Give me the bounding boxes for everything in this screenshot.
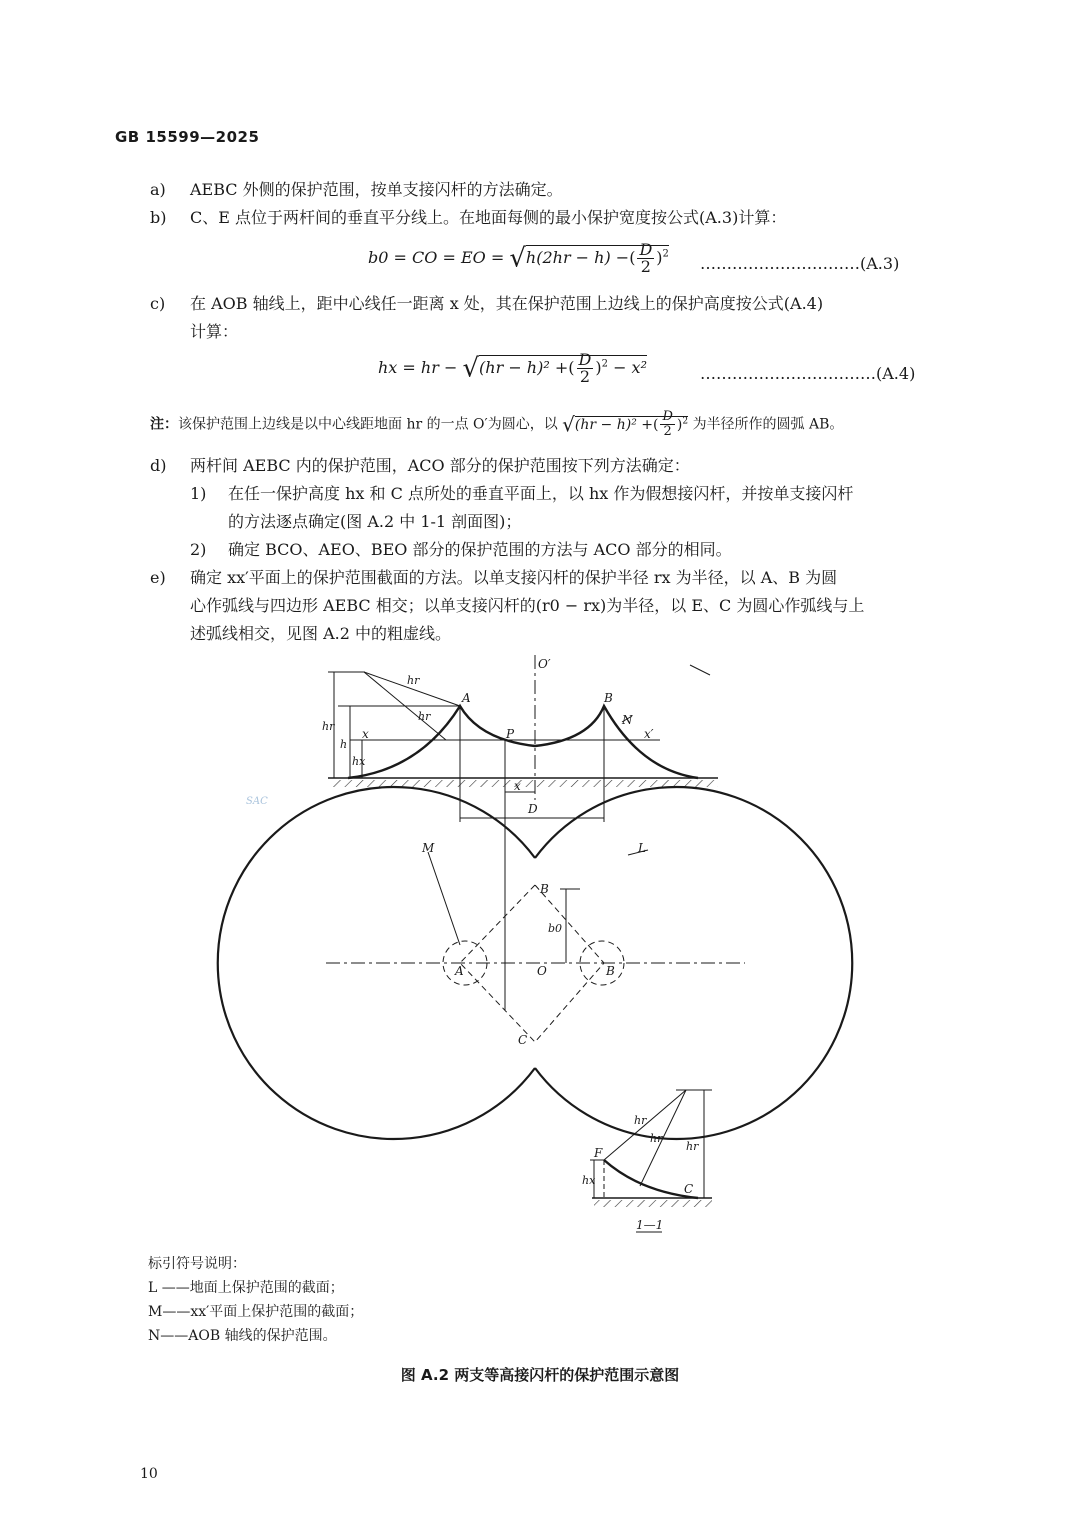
label-B-plan: B xyxy=(540,882,549,896)
label-C-sec: C xyxy=(684,1182,694,1196)
M-leader xyxy=(428,852,460,945)
page-number: 10 xyxy=(140,1466,158,1482)
fraction-num: D xyxy=(662,409,673,424)
formula-a4-exp: 2 xyxy=(601,358,608,370)
label-hr-dim: hr xyxy=(322,720,335,733)
figure-caption: 图 A.2 两支等高接闪杆的保护范围示意图 xyxy=(400,1366,680,1384)
sqrt-sign: √ xyxy=(509,243,526,274)
ground-hatch xyxy=(330,780,718,787)
legend-item-L: L ——地面上保护范围的截面； xyxy=(148,1280,344,1296)
item-d1-line1: 在任一保护高度 hx 和 C 点所处的垂直平面上，以 hx 作为假想接闪杆，并按单支接闪杆 xyxy=(228,484,854,503)
item-c-label: c) xyxy=(150,294,166,313)
item-d2-label: 2) xyxy=(190,540,207,559)
item-d2-text: 确定 BCO、AEO、BEO 部分的保护范围的方法与 ACO 部分的相同。 xyxy=(228,540,732,559)
item-c-line1: 在 AOB 轴线上，距中心线任一距离 x 处，其在保护范围上边线上的保护高度按公式(A.4) xyxy=(190,294,824,313)
label-C-plan: C xyxy=(518,1033,528,1047)
fraction-den: 2 xyxy=(640,257,651,276)
formula-a3-dots: ………………………… xyxy=(700,254,860,273)
item-e-label: e) xyxy=(150,568,166,587)
item-b-label: b) xyxy=(150,208,167,227)
formula-a3-eqno: (A.3) xyxy=(860,254,900,273)
label-h-dim: h xyxy=(340,738,348,751)
note-suffix: 为半径所作的圆弧 AB。 xyxy=(692,416,844,433)
label-x: x xyxy=(362,727,369,741)
label-N: N xyxy=(622,713,633,727)
label-F: F xyxy=(594,1146,603,1160)
item-d-label: d) xyxy=(150,456,167,475)
note-exp: 2 xyxy=(682,415,689,426)
legend xyxy=(148,1252,363,1348)
formula-a4-tail: − x² xyxy=(613,358,647,377)
label-hr-sec-1: hr xyxy=(634,1114,647,1127)
label-section: 1—1 xyxy=(636,1218,664,1232)
item-e-line3: 述弧线相交，见图 A.2 中的粗虚线。 xyxy=(190,624,451,643)
fraction-num: D xyxy=(578,350,592,369)
formula-a4-radicand-wrap: (hr − h)² +( $\frac{D}{2}$ )$^2$ − x² xyxy=(479,350,647,386)
formula-a3-lhs: b0 = CO = EO = xyxy=(368,248,505,267)
formula-a4-radicand: (hr − h)² + xyxy=(479,358,569,377)
label-hr-2: hr xyxy=(418,710,431,723)
item-a-label: a) xyxy=(150,180,166,199)
formula-a4-dots: …………………………… xyxy=(700,364,876,383)
label-x-dim: x xyxy=(514,779,521,793)
formula-a4-lhs: hx = hr − xyxy=(378,358,458,377)
standard-header: GB 15599—2025 xyxy=(115,128,260,146)
label-hx-sec: hx xyxy=(582,1174,596,1187)
note-radicand: (hr − h)² + xyxy=(574,416,653,433)
label-A-plan: A xyxy=(455,964,464,978)
label-b0: b0 xyxy=(548,922,563,935)
item-a-text: AEBC 外侧的保护范围，按单支接闪杆的方法确定。 xyxy=(190,180,563,199)
label-hx-dim: hx xyxy=(352,755,366,768)
note-text: 该保护范围上边线是以中心线距地面 hr 的一点 O′为圆心，以 xyxy=(178,416,558,433)
note-prefix: 注： xyxy=(150,416,178,433)
label-O: O xyxy=(537,964,547,978)
label-hr-sec-2: hr xyxy=(650,1132,663,1145)
item-c-line2: 计算： xyxy=(190,322,239,341)
label-A-top: A xyxy=(462,691,471,705)
break-mark xyxy=(690,665,710,675)
label-B-plan-2: B xyxy=(606,964,615,978)
item-e-line1: 确定 xx′平面上的保护范围截面的方法。以单支接闪杆的保护半径 rx 为半径，以 A、B 为圆 xyxy=(190,568,838,587)
label-B-top: B xyxy=(604,691,613,705)
fraction-num: D xyxy=(639,240,653,259)
item-d1-line2: 的方法逐点确定(图 A.2 中 1-1 剖面图)； xyxy=(228,512,522,531)
formula-a3-exp: 2 xyxy=(662,248,669,260)
fraction-den: 2 xyxy=(579,367,591,386)
label-hr-sec-dim: hr xyxy=(686,1140,699,1153)
section-hatch xyxy=(594,1200,712,1207)
label-P: P xyxy=(506,727,515,741)
formula-a3-radicand-wrap: h(2hr − h) −( $\frac{D}{2}$ )$^2$ xyxy=(525,240,669,276)
note-radicand-wrap: (hr − h)² +( $\frac{D}{2}$ )$^2$ xyxy=(574,409,689,439)
item-d-text: 两杆间 AEBC 内的保护范围，ACO 部分的保护范围按下列方法确定： xyxy=(190,456,690,475)
sqrt-sign: √ xyxy=(562,412,575,437)
label-O-prime: O′ xyxy=(538,657,551,671)
formula-a3-radicand: h(2hr − h) − xyxy=(525,248,630,267)
protection-boundary xyxy=(348,706,698,778)
legend-item-M: M——xx′平面上保护范围的截面； xyxy=(148,1304,364,1320)
item-d1-label: 1) xyxy=(190,484,207,503)
sqrt-sign: √ xyxy=(462,353,480,384)
formula-a4-eqno: (A.4) xyxy=(876,364,916,383)
item-e-line2: 心作弧线与四边形 AEBC 相交；以单支接闪杆的(r0 − rx)为半径，以 E、C 为圆心作弧线与上 xyxy=(190,596,865,615)
label-L: L xyxy=(638,841,646,855)
watermark: SAC xyxy=(246,796,268,807)
label-D: D xyxy=(528,802,538,816)
label-x-prime: x′ xyxy=(644,727,654,741)
legend-item-N: N——AOB 轴线的保护范围。 xyxy=(148,1328,337,1344)
label-hr-1: hr xyxy=(407,674,420,687)
item-b-text: C、E 点位于两杆间的垂直平分线上。在地面每侧的最小保护宽度按公式(A.3)计算： xyxy=(190,208,787,227)
legend-title: 标引符号说明： xyxy=(148,1256,246,1272)
label-M: M xyxy=(422,841,435,855)
fraction-den: 2 xyxy=(663,424,672,439)
